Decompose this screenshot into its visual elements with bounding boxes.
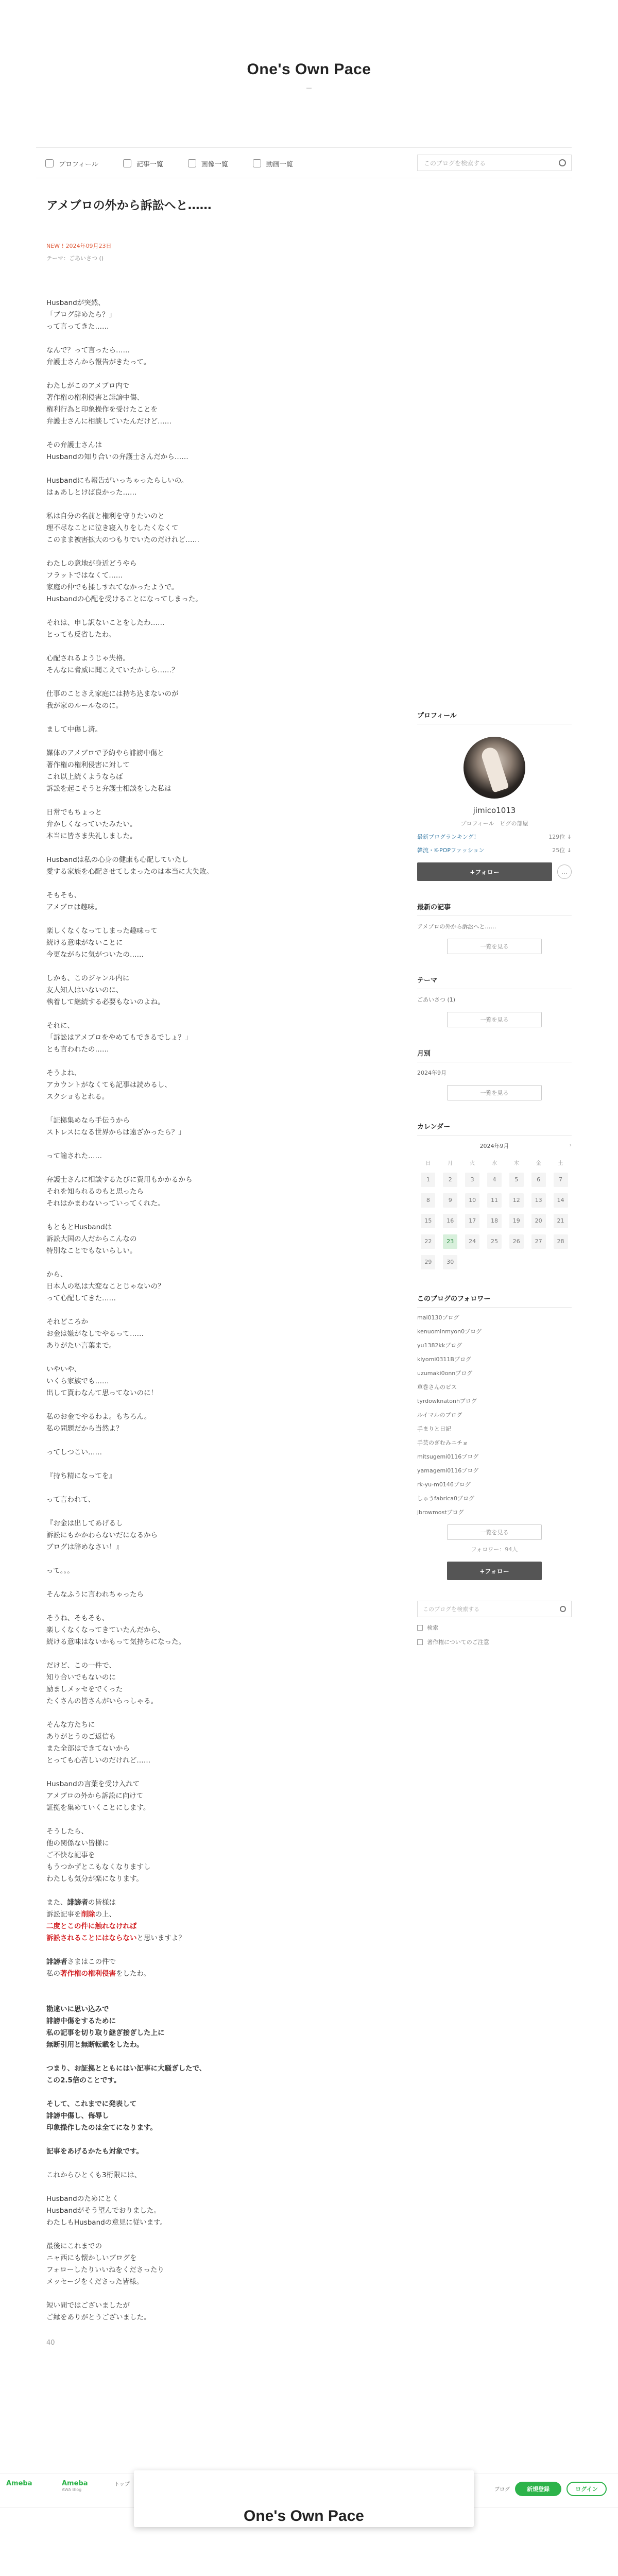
- post-paragraph: そうね、そもそも、 楽しくなくなってきていたんだから、 続ける意味はないかもって気持ちになった。: [46, 1614, 185, 1646]
- calendar-day-label: 14: [554, 1193, 568, 1208]
- genre-label: 韓流・K-POPファッション: [417, 847, 485, 854]
- chevron-right-icon[interactable]: ›: [569, 1142, 572, 1148]
- follower-link[interactable]: yamagemi0116ブログ: [417, 1467, 479, 1474]
- calendar-day[interactable]: [527, 1211, 550, 1231]
- calendar-day[interactable]: [461, 1190, 484, 1211]
- blog-link[interactable]: ブログ: [494, 2487, 510, 2493]
- calendar-day[interactable]: [417, 1211, 439, 1231]
- nav-profile[interactable]: [45, 159, 98, 168]
- post-text-span: また、: [46, 1899, 67, 1907]
- post-text-span: をしたわ。: [116, 1970, 150, 1978]
- post-paragraph: もともとHusbandは 訴訟大国の人だからこんなの 特別なことでもないらしい。: [46, 1223, 137, 1255]
- month-widget: [417, 1048, 572, 1100]
- post-paragraph: 最後にこれまでの ニャ西にも懐かしいブログを フォローしたりいいねをくださったり メッセージをくださった皆様。: [46, 2242, 164, 2286]
- follower-link[interactable]: ルイマルのブログ: [417, 1412, 462, 1418]
- follower-link[interactable]: tyrdowknatonhブログ: [417, 1398, 477, 1404]
- post-text-span: 著作権の権利侵害: [60, 1970, 116, 1978]
- list-icon: [123, 159, 131, 167]
- calendar-day-label: 30: [443, 1255, 457, 1269]
- post-title[interactable]: アメブロの外から訴訟へと……: [46, 199, 212, 212]
- genre-rank: 129位 ↓: [548, 834, 572, 840]
- post-paragraph: それに、 「訴訟はアメブロをやめてもできるでしょ？」 とも言われたの……: [46, 1022, 192, 1054]
- post-main: [46, 196, 360, 2347]
- calendar-day: [550, 1252, 572, 1273]
- nav-images[interactable]: [188, 159, 228, 168]
- recent-entry-link[interactable]: アメブロの外から訴訟へと……: [417, 923, 496, 930]
- weekday-label: 土: [558, 1160, 563, 1166]
- calendar-day: [461, 1252, 484, 1273]
- ameba-blog-logo-text: Ameba: [62, 2480, 88, 2487]
- weekday-label: 日: [425, 1160, 431, 1166]
- calendar-day-label: 22: [421, 1234, 435, 1249]
- checkbox[interactable]: [417, 1639, 423, 1645]
- follower-link[interactable]: mai0130ブログ: [417, 1314, 459, 1321]
- follower-link[interactable]: yu1382kkブログ: [417, 1342, 462, 1349]
- calendar-title: カレンダー: [417, 1121, 572, 1136]
- calendar-day-label: 1: [421, 1173, 435, 1187]
- profile-name[interactable]: jimico1013: [473, 806, 516, 815]
- calendar-day[interactable]: [505, 1211, 527, 1231]
- calendar-day-label: 3: [465, 1173, 479, 1187]
- post-paragraph: その弁護士さんは Husbandの知り合いの弁護士さんだから……: [46, 441, 188, 461]
- profile-widget: [417, 710, 572, 881]
- weekday-label: 金: [536, 1160, 541, 1166]
- calendar-day-label: 10: [465, 1193, 479, 1208]
- calendar-day[interactable]: [505, 1190, 527, 1211]
- followers-count: フォロワー：94人: [471, 1546, 518, 1553]
- calendar-day-label: 28: [554, 1234, 568, 1249]
- calendar-day-label: 16: [443, 1214, 457, 1228]
- register-button[interactable]: 新規登録: [515, 2482, 561, 2496]
- post-paragraph: って。。。: [46, 1567, 74, 1575]
- follower-link[interactable]: kenuominmyon0ブログ: [417, 1328, 482, 1335]
- calendar-day-label: 5: [509, 1173, 524, 1187]
- nav-entries-label: 記事一覧: [136, 160, 163, 168]
- recent-more-button[interactable]: 一覧を見る: [447, 939, 542, 954]
- calendar-day[interactable]: [439, 1211, 461, 1231]
- calendar-day-label: 6: [531, 1173, 546, 1187]
- follower-link[interactable]: しゅうfabrica0ブログ: [417, 1495, 474, 1502]
- post-paragraph-rich: [46, 1897, 360, 1944]
- post-text-span: 誹謗者: [46, 1958, 67, 1966]
- post-paragraph: そんなふうに言われちゃったら: [46, 1590, 144, 1599]
- post-paragraph: 勘違いに思い込みで 誹謗中傷をするために 私の記事を切り取り継ぎ接ぎした上に 無断引用と無断転載をしたわ。: [46, 2005, 165, 2049]
- header-popup-card: [134, 2470, 474, 2527]
- post-body: [46, 297, 360, 2324]
- genre-rank-2[interactable]: [417, 846, 572, 854]
- post-paragraph: それは、申し訳ないことをしたわ…… とっても反省したわ。: [46, 619, 165, 639]
- profile-widget-title: プロフィール: [417, 710, 572, 724]
- month-link[interactable]: 2024年9月: [417, 1070, 447, 1076]
- search-option-1[interactable]: [417, 1623, 572, 1632]
- post-text-span: の皆様は 訴訟記事を: [46, 1899, 116, 1919]
- post-paragraph: いやいや、 いくら家族でも…… 出して貰わなんて思ってないのに！: [46, 1365, 158, 1397]
- follower-link[interactable]: 手まりと日記: [417, 1426, 451, 1432]
- calendar-day[interactable]: [439, 1190, 461, 1211]
- calendar-day[interactable]: [505, 1231, 527, 1252]
- avatar[interactable]: [464, 737, 525, 799]
- checkbox[interactable]: [417, 1625, 423, 1631]
- calendar-day-label: 21: [554, 1214, 568, 1228]
- calendar-day[interactable]: [439, 1252, 461, 1273]
- post-paragraph-rich: [46, 1956, 360, 1992]
- post-paragraph: そうしたら、 他の関係ない皆様に ご不快な記事を もうつかずとこもなくなりますし わたしも気分が楽になります。: [46, 1827, 151, 1883]
- calendar-day[interactable]: [417, 1252, 439, 1273]
- image-icon: [188, 159, 196, 167]
- video-icon: [253, 159, 261, 167]
- popup-blog-title[interactable]: One's Own Pace: [244, 2507, 364, 2524]
- calendar-day-label: 23: [443, 1234, 457, 1249]
- nav-profile-label: プロフィール: [59, 160, 98, 168]
- weekday-label: 月: [448, 1160, 453, 1166]
- post-paragraph: 記事をあげるかたも対象です。: [46, 2147, 143, 2156]
- month-more-button[interactable]: 一覧を見る: [447, 1085, 542, 1100]
- calendar-day[interactable]: [505, 1170, 527, 1190]
- follower-link[interactable]: kiyomi0311Bブログ: [417, 1356, 471, 1363]
- follower-link[interactable]: mitsugemi0116ブログ: [417, 1453, 479, 1460]
- calendar-day-label: 15: [421, 1214, 435, 1228]
- calendar-day-label: 4: [487, 1173, 502, 1187]
- calendar-day[interactable]: [461, 1231, 484, 1252]
- calendar-day[interactable]: [550, 1211, 572, 1231]
- post-text-span: の上、: [95, 1910, 116, 1919]
- side-search-placeholder: このブログを検索する: [423, 1606, 479, 1613]
- recent-title: 最新の記事: [417, 902, 572, 916]
- post-paragraph: そもそも、 アメブロは趣味。: [46, 891, 102, 911]
- post-paragraph: 媒体のアメブロで予約やら誹謗中傷と 著作権の権利侵害に対して これ以上続くようならば 訴訟を起こそうと弁護士相談をした私は: [46, 749, 171, 793]
- ameba-blog-logo[interactable]: [62, 2480, 88, 2492]
- search-option-label: 著作権についてのご注意: [427, 1639, 489, 1646]
- calendar-day[interactable]: [484, 1231, 506, 1252]
- theme-title: テーマ: [417, 975, 572, 989]
- follower-link[interactable]: 草巻さんのビス: [417, 1384, 457, 1391]
- calendar-day[interactable]: [461, 1170, 484, 1190]
- theme-link[interactable]: ごあいさつ (1): [417, 996, 456, 1003]
- post-paragraph: 「証拠集めなら手伝うから ストレスになる世界からは遠ざかったら？」: [46, 1116, 185, 1137]
- calendar-day[interactable]: [550, 1190, 572, 1211]
- calendar-day: [505, 1252, 527, 1273]
- post-paragraph: から、 日本人の私は大変なことじゃないの？ って心配してきた……: [46, 1270, 165, 1302]
- calendar-widget: [417, 1121, 572, 1273]
- calendar-day-label: 2: [443, 1173, 457, 1187]
- calendar-day-label: 20: [531, 1214, 546, 1228]
- post-paragraph: まして中傷し済。: [46, 725, 102, 734]
- post-paragraph: 『持ち精になってを』: [46, 1472, 116, 1480]
- calendar-day: [484, 1252, 506, 1273]
- follow-button[interactable]: +フォロー: [417, 862, 552, 881]
- blog-header: [0, 0, 618, 134]
- calendar-day-label: 12: [509, 1193, 524, 1208]
- profile-links[interactable]: プロフィール ピグの部屋: [460, 820, 528, 827]
- search-option-label: 検索: [427, 1624, 438, 1631]
- post-text-span: と思いますよ？: [136, 1934, 185, 1942]
- nav-search-placeholder: このブログを検索する: [424, 159, 486, 167]
- genre-rank-1[interactable]: [417, 833, 572, 841]
- nav-search-input[interactable]: [417, 155, 572, 171]
- post-paragraph: そうよね、 アカウントがなくても記事は読めるし、 スクショもとれる。: [46, 1069, 171, 1101]
- month-title: 月別: [417, 1048, 572, 1062]
- calendar-day[interactable]: [484, 1170, 506, 1190]
- post-text-span: 削除: [81, 1910, 95, 1919]
- blog-title[interactable]: One's Own Pace: [247, 61, 371, 78]
- post-paragraph: 日常でもちょっと 弁かしくなっていたみたい。 本当に皆さま失礼しました。: [46, 808, 137, 840]
- calendar-day: [527, 1252, 550, 1273]
- calendar-month-label: 2024年9月: [479, 1143, 509, 1149]
- post-paragraph: 私のお金でやるわよ。もちろん。 私の問題だから当然よ？: [46, 1413, 151, 1433]
- calendar-day[interactable]: [439, 1231, 461, 1252]
- weekday-label: 木: [513, 1160, 519, 1166]
- genre-label: 最新ブログランキング！: [417, 834, 479, 840]
- calendar-day[interactable]: [550, 1231, 572, 1252]
- genre-rank: 25位 ↓: [552, 847, 572, 854]
- post-text-span: 誹謗者: [67, 1899, 88, 1907]
- calendar-day-label: 27: [531, 1234, 546, 1249]
- ameba-logo[interactable]: Ameba: [6, 2480, 32, 2487]
- weekday-label: 水: [491, 1160, 497, 1166]
- post-paragraph: Husbandが突然、 「ブログ辞めたら？」 って言ってきた……: [46, 299, 116, 331]
- calendar-day-label: 9: [443, 1193, 457, 1208]
- calendar-day[interactable]: [484, 1211, 506, 1231]
- post-paragraph: 仕事のことさえ家庭には持ち込まないのが 我が家のルールなのに。: [46, 690, 179, 710]
- calendar-day-label: 11: [487, 1193, 502, 1208]
- post-paragraph: そして、これまでに発表して 誹謗中傷し、侮辱し 印象操作したのは全てになります。: [46, 2100, 157, 2132]
- calendar-day[interactable]: [461, 1211, 484, 1231]
- nav-images-label: 画像一覧: [201, 160, 228, 168]
- post-paragraph: 短い間ではございましたが ご縁をありがとうございました。: [46, 2301, 151, 2321]
- calendar-day-label: 19: [509, 1214, 524, 1228]
- post-paragraph: そんな方たちに ありがとうのご返信も また全部はできてないから とっても心苦しいのだけれど……: [46, 1721, 151, 1765]
- calendar-day-label: 17: [465, 1214, 479, 1228]
- calendar-day[interactable]: [527, 1190, 550, 1211]
- ameba-blog-logo-sub: AWA Blog: [62, 2487, 82, 2492]
- weekday-label: 火: [470, 1160, 475, 1166]
- calendar-month: [417, 1142, 572, 1150]
- followers-list: [417, 1313, 572, 1516]
- follower-link[interactable]: jbrowmostブログ: [417, 1509, 464, 1516]
- theme-widget: [417, 975, 572, 1027]
- post-text-span: さまはこの件で 私の: [46, 1958, 116, 1978]
- calendar-day-label: 18: [487, 1214, 502, 1228]
- calendar-grid: [417, 1155, 572, 1273]
- nav-videos-label: 動画一覧: [266, 160, 293, 168]
- post-paragraph: つまり、お証拠とともにはい記事に大騒ぎしたで、 この2.5倍のことです。: [46, 2064, 207, 2084]
- post-paragraph: 弁護士さんに相談するたびに費用もかかるから それを知られるのもと思ったら それはかまわないっていってくれた。: [46, 1176, 193, 1208]
- post-page-number: 40: [46, 2339, 55, 2347]
- calendar-day[interactable]: [417, 1170, 439, 1190]
- calendar-day-label: 25: [487, 1234, 502, 1249]
- post-paragraph: Husbandは私の心身の健康も心配していたし 愛する家族を心配させてしまったのは本当に大失敗。: [46, 856, 213, 876]
- post-paragraph: だけど、この一件で、 知り合いでもないのに 励ましメッセをでくった たくさんの皆さんがいらっしゃる。: [46, 1662, 158, 1705]
- post-paragraph: これからひとくも3桁限には、: [46, 2171, 142, 2179]
- login-button[interactable]: ログイン: [566, 2482, 607, 2496]
- sidebar: [417, 710, 572, 1646]
- calendar-day[interactable]: [527, 1231, 550, 1252]
- post-paragraph: Husbandにも報告がいっちゃったらしいの。 はぁあしとけば良かった……: [46, 477, 188, 497]
- post-paragraph: 私は自分の名前と権利を守りたいのと 理不尽なことに泣き寝入りをしたくなくて このまま被害拡大のつもりでいたのだけれど……: [46, 512, 199, 544]
- post-paragraph: ってしつこい……: [46, 1448, 102, 1456]
- nav-videos[interactable]: [253, 159, 293, 168]
- more-options-button[interactable]: …: [557, 865, 572, 879]
- profile-icon: [45, 159, 54, 167]
- post-paragraph: 楽しくなくなってしまった趣味って 続ける意味がないことに 今更ながらに気がついたの……: [46, 927, 158, 959]
- post-paragraph: って言われて、: [46, 1496, 95, 1504]
- post-paragraph: Husbandの言葉を受け入れて アメブロの外から訴訟に向けて 証拠を集めていくことにします。: [46, 1780, 150, 1812]
- followers-follow-button[interactable]: +フォロー: [447, 1562, 542, 1580]
- calendar-day[interactable]: [527, 1170, 550, 1190]
- post-text-span: 二度とこの件に触れなければ 訴訟されることにはならない: [46, 1922, 137, 1942]
- calendar-day-label: 13: [531, 1193, 546, 1208]
- theme-more-button[interactable]: 一覧を見る: [447, 1012, 542, 1027]
- calendar-day[interactable]: [484, 1190, 506, 1211]
- post-theme[interactable]: テーマ：ごあいさつ (): [46, 255, 104, 262]
- followers-widget: [417, 1293, 572, 1580]
- post-paragraph: しかも、このジャンル内に 友人知人はいないのに、 執着して継続する必要もないのよね。: [46, 974, 165, 1006]
- nav-entries[interactable]: [123, 159, 163, 168]
- search-icon[interactable]: [559, 159, 566, 166]
- calendar-day[interactable]: [439, 1170, 461, 1190]
- post-paragraph: わたしの意地が身近どうやら フラットではなくて…… 家庭の仲でも揉しすれてなかったようで。 Husbandの心配を受けることになってしまった。: [46, 560, 202, 603]
- post-paragraph: なんで？って言ったら…… 弁護士さんから報告がきたって。: [46, 346, 151, 366]
- search-icon[interactable]: [560, 1606, 566, 1612]
- follower-link[interactable]: rk-yu-m0146ブログ: [417, 1481, 471, 1488]
- followers-title: このブログのフォロワー: [417, 1293, 572, 1308]
- calendar-day-label: 24: [465, 1234, 479, 1249]
- side-search-input[interactable]: [417, 1601, 572, 1617]
- post-paragraph: わたしがこのアメブロ内で 著作権の権利侵害と誹謗中傷、 権利行為と印象操作を受けたことを 弁護士さんに相談していたんだけど……: [46, 382, 171, 426]
- post-paragraph: って諭された……: [46, 1152, 102, 1160]
- post-date: NEW ! 2024年09月23日: [46, 243, 112, 249]
- post-paragraph: それどころか お金は嫌がなしでやるって…… ありがたい言葉まで。: [46, 1318, 144, 1350]
- search-option-2[interactable]: [417, 1638, 572, 1646]
- calendar-day-label: 7: [554, 1173, 568, 1187]
- calendar-day[interactable]: [550, 1170, 572, 1190]
- followers-more-button[interactable]: 一覧を見る: [447, 1524, 542, 1540]
- calendar-day[interactable]: [417, 1190, 439, 1211]
- recent-entries-widget: [417, 902, 572, 954]
- post-paragraph: 心配されるようじゃ失格。 そんなに脅威に聞こえていたかしら……？: [46, 654, 179, 674]
- blog-nav: [36, 147, 572, 178]
- post-paragraph: 『お金は出してあげるし 訴訟にもかかわらないだになるから ブログは辞めなさい！』: [46, 1519, 158, 1551]
- follower-link[interactable]: uzumaki0onnブログ: [417, 1370, 473, 1377]
- post-paragraph: Husbandのためにとく Husbandがそう望んでおりました。 わたしもHusbandの意見に従います。: [46, 2195, 167, 2227]
- calendar-day-label: 26: [509, 1234, 524, 1249]
- calendar-day[interactable]: [417, 1231, 439, 1252]
- follower-link[interactable]: 手芸のぎむみニチョ: [417, 1439, 468, 1446]
- calendar-day-label: 29: [421, 1255, 435, 1269]
- calendar-day-label: 8: [421, 1193, 435, 1208]
- blog-subtitle: —: [306, 84, 312, 91]
- top-link[interactable]: トップ: [114, 2482, 130, 2487]
